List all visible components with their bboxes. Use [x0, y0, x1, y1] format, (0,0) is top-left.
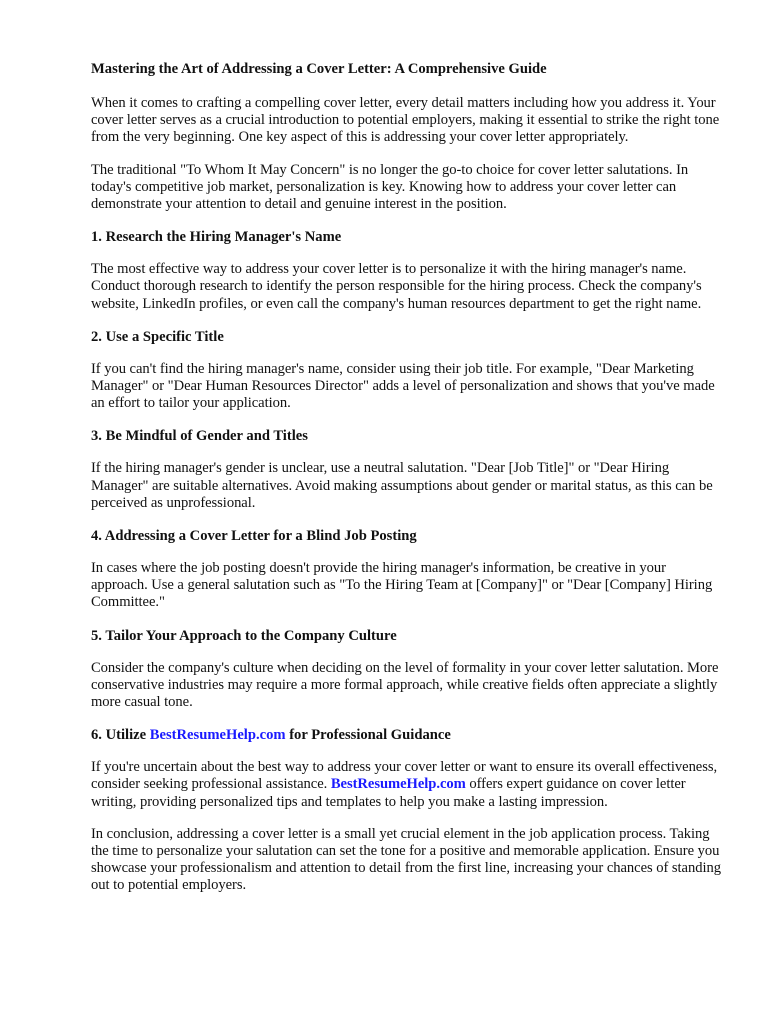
section-3-body: If the hiring manager's gender is unclear, use a neutral salutation. "Dear [Job Title]" or "Dear Hiring Manager" are suitable alternatives. Avoid making assumptions about gender or marital status, as this can be perceived as unprofessional.	[91, 460, 713, 511]
intro-paragraph-1: When it comes to crafting a compelling cover letter, every detail matters including how you address it. Your cover letter serves as a crucial introduction to potential employers, making it essential to strike the right tone from the very beginning. One key aspect of this is addressing your cover letter appropriately.	[91, 95, 720, 146]
section-1-body: The most effective way to address your cover letter is to personalize it with the hiring manager's name. Conduct thorough research to identify the person responsible for the hiring process. Check the company's website, LinkedIn profiles, or even call the company's human resources department to get the right name.	[91, 261, 702, 312]
section-6-heading	[91, 726, 723, 744]
section-4-body: In cases where the job posting doesn't provide the hiring manager's information, be creative in your approach. Use a general salutation such as "To the Hiring Team at [Company]" or "Dear [Company] Hiring Committee."	[91, 560, 713, 611]
section-6-heading-suffix: for Professional Guidance	[285, 727, 451, 744]
section-2-heading: 2. Use a Specific Title	[91, 328, 224, 345]
section-6-body-prefix: If you're uncertain about the best way to address your cover letter or want to ensure its overall effectiveness, consider seeking professional assistance.	[91, 759, 718, 793]
document-title: Mastering the Art of Addressing a Cover Letter: A Comprehensive Guide	[91, 61, 547, 77]
bestresumehelp-heading-link[interactable]: BestResumeHelp.com	[149, 727, 286, 744]
document-page	[91, 60, 723, 910]
section-2-body: If you can't find the hiring manager's name, consider using their job title. For example, "Dear Marketing Manager" or "Dear Human Resources Director" adds a level of personalization and shows that you've made an effort to tailor your application.	[91, 360, 715, 412]
intro-paragraph-2: The traditional "To Whom It May Concern" is no longer the go-to choice for cover letter salutations. In today's competitive job market, personalization is key. Knowing how to address your cover letter can demonstrate your attention to detail and genuine interest in the position.	[91, 161, 689, 213]
section-6-body-suffix: offers expert guidance on cover letter writing, providing personalized tips and templates to help you make a lasting impression.	[91, 776, 686, 810]
section-1-heading: 1. Research the Hiring Manager's Name	[91, 229, 342, 246]
section-5-body: Consider the company's culture when deciding on the level of formality in your cover letter salutation. More conservative industries may require a more formal approach, while creative fields often appreciate a slightly more casual tone.	[91, 659, 719, 711]
conclusion-paragraph: In conclusion, addressing a cover letter is a small yet crucial element in the job application process. Taking the time to personalize your salutation can set the tone for a positive and memorable application. Ensure you showcase your professionalism and attention to detail from the first line, increasing your chances of standing out to potential employers.	[91, 825, 721, 894]
section-3-heading: 3. Be Mindful of Gender and Titles	[91, 428, 308, 445]
section-5-heading: 5. Tailor Your Approach to the Company Culture	[91, 627, 397, 644]
section-4-heading: 4. Addressing a Cover Letter for a Blind Job Posting	[91, 528, 417, 545]
section-6-body	[91, 759, 723, 811]
bestresumehelp-body-link[interactable]: BestResumeHelp.com	[330, 776, 466, 793]
section-6-heading-prefix: 6. Utilize	[91, 727, 150, 744]
